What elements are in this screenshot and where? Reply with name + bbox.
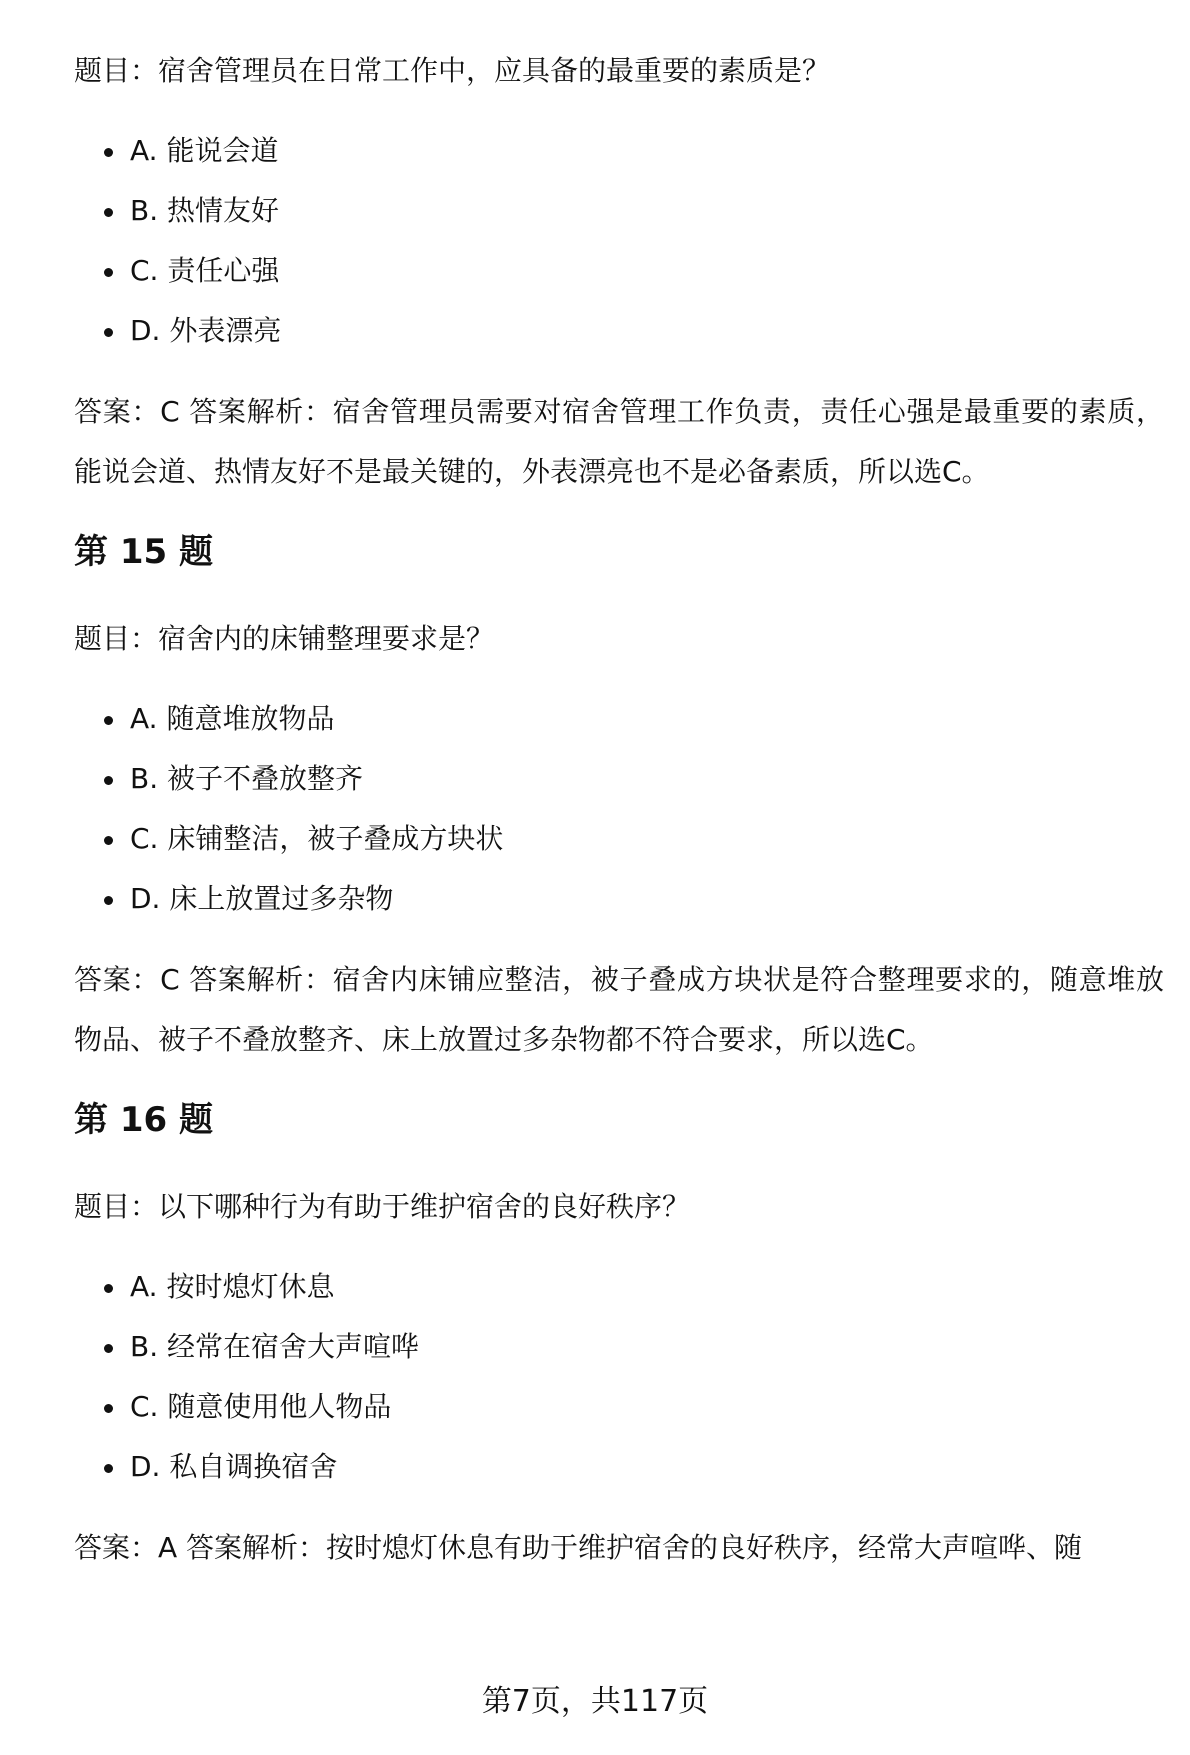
question-heading: 第 16 题: [74, 1100, 213, 1140]
bullet-icon: [104, 208, 113, 217]
option-label: A. 能说会道: [130, 134, 279, 167]
bullet-icon: [104, 148, 113, 157]
option-d: [74, 1446, 1164, 1506]
question-heading: 第 15 题: [74, 532, 213, 572]
option-d: [74, 878, 1164, 938]
bullet-icon: [104, 836, 113, 845]
option-label: B. 热情友好: [130, 194, 280, 227]
option-label: C. 床铺整洁，被子叠成方块状: [130, 822, 504, 855]
page-number-footer: 第7页，共117页: [481, 1684, 709, 1719]
question-text: 题目：以下哪种行为有助于维护宿舍的良好秩序？: [74, 1190, 691, 1223]
question-block-14: [74, 50, 1164, 502]
answer-explanation: 答案：A 答案解析：按时熄灯休息有助于维护宿舍的良好秩序，经常大声喧哗、随: [74, 1531, 1083, 1564]
option-d: [74, 310, 1164, 370]
bullet-icon: [104, 1404, 113, 1413]
option-a: [74, 130, 1164, 190]
bullet-icon: [104, 268, 113, 277]
option-c: [74, 1386, 1164, 1446]
option-b: [74, 758, 1164, 818]
option-label: D. 床上放置过多杂物: [130, 882, 394, 915]
bullet-icon: [104, 1464, 113, 1473]
question-block-15: [74, 530, 1164, 1070]
answer-explanation: 答案：C 答案解析：宿舍内床铺应整洁，被子叠成方块状是符合整理要求的，随意堆放物品、被子不叠放整齐、床上放置过多杂物都不符合要求，所以选C。: [74, 963, 1164, 1056]
option-label: C. 随意使用他人物品: [130, 1390, 392, 1423]
answer-explanation: 答案：C 答案解析：宿舍管理员需要对宿舍管理工作负责，责任心强是最重要的素质，能说会道、热情友好不是最关键的，外表漂亮也不是必备素质，所以选C。: [74, 395, 1164, 488]
question-text: 题目：宿舍管理员在日常工作中，应具备的最重要的素质是？: [74, 54, 831, 87]
option-label: B. 被子不叠放整齐: [130, 762, 364, 795]
bullet-icon: [104, 1344, 113, 1353]
option-label: B. 经常在宿舍大声喧哗: [130, 1330, 420, 1363]
bullet-icon: [104, 716, 113, 725]
bullet-icon: [104, 328, 113, 337]
question-block-16: [74, 1098, 1164, 1578]
option-label: A. 按时熄灯休息: [130, 1270, 335, 1303]
document-content: [74, 50, 1164, 1578]
bullet-icon: [104, 896, 113, 905]
option-b: [74, 1326, 1164, 1386]
option-label: C. 责任心强: [130, 254, 280, 287]
option-b: [74, 190, 1164, 250]
option-a: [74, 698, 1164, 758]
bullet-icon: [104, 776, 113, 785]
option-c: [74, 250, 1164, 310]
option-label: D. 外表漂亮: [130, 314, 282, 347]
option-label: D. 私自调换宿舍: [130, 1450, 338, 1483]
question-text: 题目：宿舍内的床铺整理要求是？: [74, 622, 495, 655]
options-list: [74, 1266, 1164, 1506]
options-list: [74, 698, 1164, 938]
option-a: [74, 1266, 1164, 1326]
bullet-icon: [104, 1284, 113, 1293]
option-c: [74, 818, 1164, 878]
options-list: [74, 130, 1164, 370]
option-label: A. 随意堆放物品: [130, 702, 335, 735]
